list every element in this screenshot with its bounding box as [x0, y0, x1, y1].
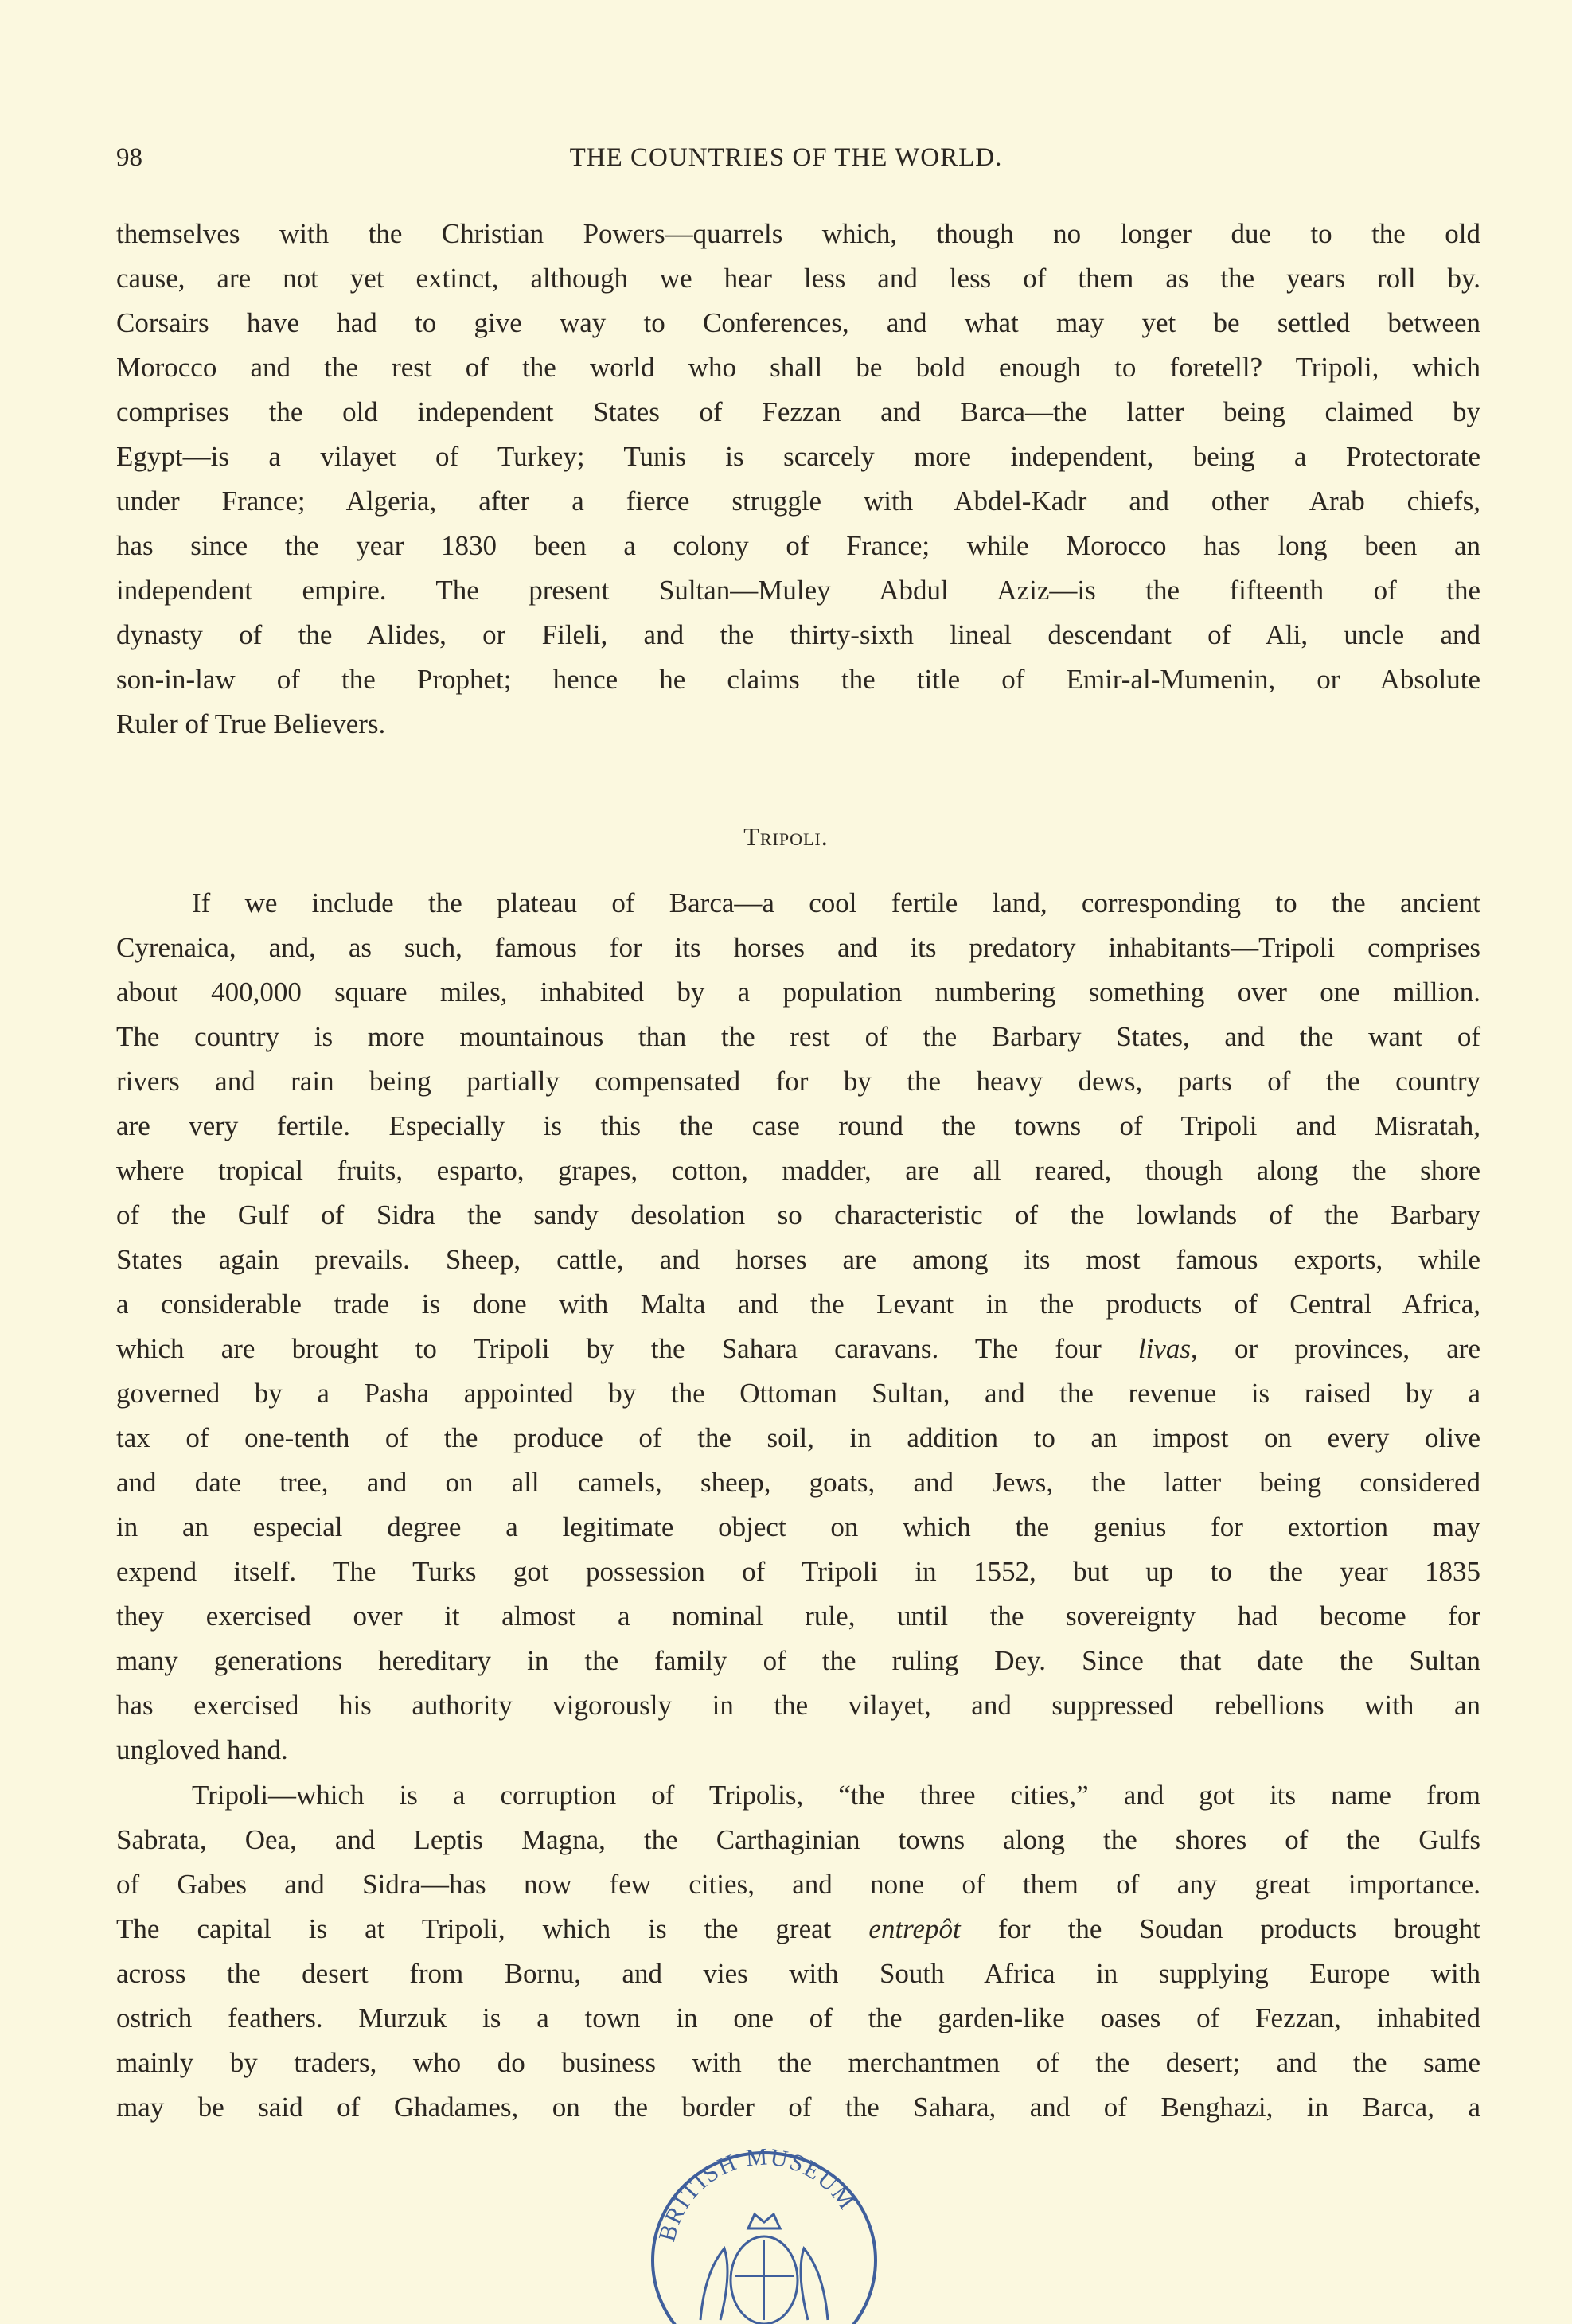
stamp-text: BRITISH MUSEUM — [653, 2143, 861, 2244]
text-line: States again prevails. Sheep, cattle, and horses are among its most famous exports, while — [116, 1244, 1480, 1275]
italic-term: entrepôt — [868, 1913, 961, 1944]
text-line: they exercised over it almost a nominal rule, until the sovereignty had become for — [116, 1601, 1480, 1632]
text-line: mainly by traders, who do business with the merchantmen of the desert; and the same — [116, 2047, 1480, 2078]
text-line: a considerable trade is done with Malta and the Levant in the products of Central Africa, — [116, 1289, 1480, 1320]
text-line: governed by a Pasha appointed by the Ottoman Sultan, and the revenue is raised by a — [116, 1378, 1480, 1409]
text-line: If we include the plateau of Barca—a cool fertile land, corresponding to the ancient — [192, 887, 1480, 918]
text-line: tax of one-tenth of the produce of the soil, in addition to an impost on every olive — [116, 1422, 1480, 1453]
text-line: in an especial degree a legitimate object on which the genius for extortion may — [116, 1511, 1480, 1542]
text-line: Corsairs have had to give way to Conferences, and what may yet be settled between — [116, 307, 1480, 338]
text-line: ostrich feathers. Murzuk is a town in one of the garden-like oases of Fezzan, inhabited — [116, 2002, 1480, 2034]
text-segment: , or provinces, are — [1191, 1333, 1480, 1364]
text-line — [116, 1907, 1480, 1952]
text-line: Cyrenaica, and, as such, famous for its horses and its predatory inhabitants—Tripoli comprises — [116, 932, 1480, 963]
text-line: about 400,000 square miles, inhabited by a population numbering something over one million. — [116, 977, 1480, 1008]
text-line — [116, 1327, 1480, 1371]
text-line: Egypt—is a vilayet of Turkey; Tunis is scarcely more independent, being a Protectorate — [116, 441, 1480, 472]
text-line: themselves with the Christian Powers—quarrels which, though no longer due to the old — [116, 218, 1480, 249]
text-line: may be said of Ghadames, on the border of the Sahara, and of Benghazi, in Barca, a — [116, 2092, 1480, 2123]
running-title: THE COUNTRIES OF THE WORLD. — [569, 143, 1003, 172]
text-line: Sabrata, Oea, and Leptis Magna, the Carthaginian towns along the shores of the Gulfs — [116, 1824, 1480, 1855]
text-line: son-in-law of the Prophet; hence he claims the title of Emir-al-Mumenin, or Absolute — [116, 664, 1480, 695]
text-line: under France; Algeria, after a fierce struggle with Abdel-Kadr and other Arab chiefs, — [116, 485, 1480, 517]
paragraph-2 — [116, 881, 1480, 1772]
text-line: of Gabes and Sidra—has now few cities, and none of them of any great importance. — [116, 1869, 1480, 1900]
text-line: has exercised his authority vigorously in the vilayet, and suppressed rebellions with an — [116, 1690, 1480, 1721]
british-museum-stamp — [641, 2141, 887, 2324]
text-segment: The capital is at Tripoli, which is the great — [116, 1913, 869, 1944]
paragraph-1 — [116, 212, 1480, 747]
text-line: many generations hereditary in the family of the ruling Dey. Since that date the Sultan — [116, 1645, 1480, 1676]
text-line: independent empire. The present Sultan—Muley Abdul Aziz—is the fifteenth of the — [116, 575, 1480, 606]
text-line: where tropical fruits, esparto, grapes, cotton, madder, are all reared, though along the shore — [116, 1155, 1480, 1186]
paragraph-3 — [116, 1773, 1480, 2130]
section-heading: Tripoli. — [743, 822, 829, 851]
page-number: 98 — [116, 143, 142, 172]
text-line: ungloved hand. — [116, 1734, 288, 1765]
text-segment: which are brought to Tripoli by the Sahara caravans. The four — [116, 1333, 1138, 1364]
text-line: Ruler of True Believers. — [116, 708, 386, 739]
text-line: Tripoli—which is a corruption of Tripolis, “the three cities,” and got its name from — [192, 1780, 1480, 1811]
text-line: across the desert from Bornu, and vies with South Africa in supplying Europe with — [116, 1958, 1480, 1989]
text-line: and date tree, and on all camels, sheep, goats, and Jews, the latter being considered — [116, 1467, 1480, 1498]
text-line: are very fertile. Especially is this the case round the towns of Tripoli and Misratah, — [116, 1110, 1480, 1141]
text-line: rivers and rain being partially compensated for by the heavy dews, parts of the country — [116, 1066, 1480, 1097]
text-line: Morocco and the rest of the world who shall be bold enough to foretell? Tripoli, which — [116, 352, 1480, 383]
text-line: The country is more mountainous than the rest of the Barbary States, and the want of — [116, 1021, 1480, 1052]
text-segment: for the Soudan products brought — [960, 1913, 1480, 1944]
text-line: dynasty of the Alides, or Fileli, and the thirty-sixth lineal descendant of Ali, uncle and — [116, 619, 1480, 650]
text-line: of the Gulf of Sidra the sandy desolation so characteristic of the lowlands of the Barbary — [116, 1199, 1480, 1230]
text-line: has since the year 1830 been a colony of France; while Morocco has long been an — [116, 530, 1480, 561]
text-line: expend itself. The Turks got possession of Tripoli in 1552, but up to the year 1835 — [116, 1556, 1480, 1587]
italic-term: livas — [1137, 1333, 1192, 1364]
text-line: comprises the old independent States of Fezzan and Barca—the latter being claimed by — [116, 396, 1480, 427]
text-line: cause, are not yet extinct, although we hear less and less of them as the years roll by. — [116, 263, 1480, 294]
